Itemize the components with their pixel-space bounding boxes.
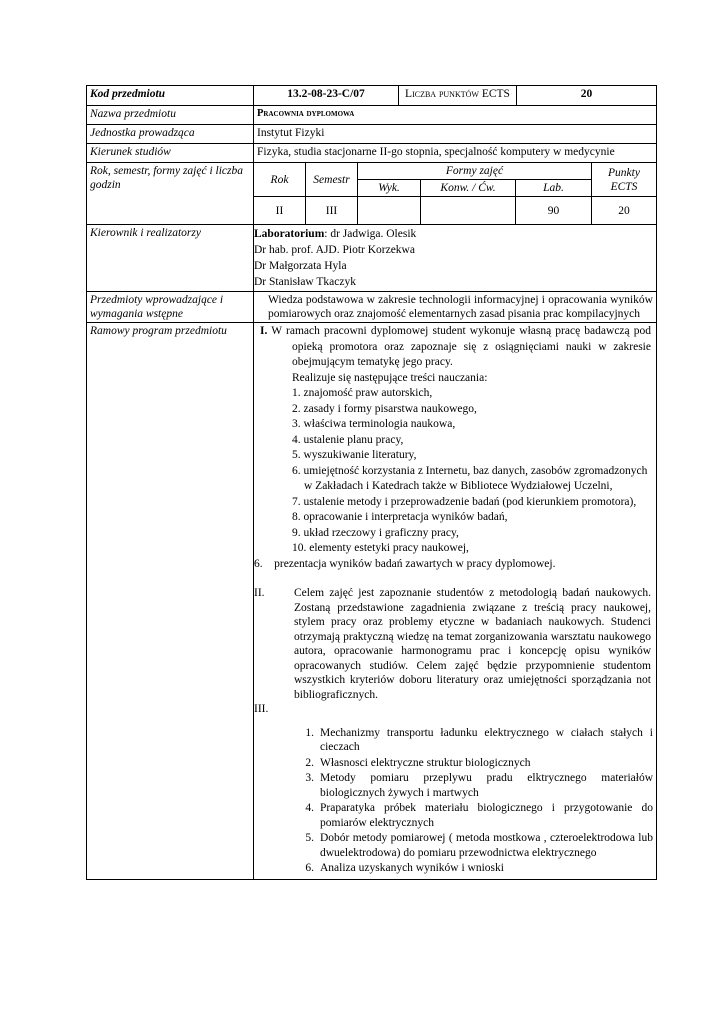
section-2-text: Celem zajęć jest zapoznanie studentów z metodologią badań naukowych. Zostaną przedstawione zagadnienia związane z treścią pracy naukowej, stylem pracy oraz problemy etyczne w badaniach naukowych. Studenci otrzymają praktyczną wiedzę na temat zorganizowania warsztatu naukowego autora, opracowanie harmonogramu prac i koncepcję opisu wyników opracowanych studiów. Celem zajęć będzie przypomnienie studentom wszystkich kryteriów doboru literatury oraz umiejętności sporządzania not bibliograficznych. bbox=[294, 587, 651, 701]
section-1-realize: Realizuje się następujące treści nauczania: bbox=[292, 371, 488, 384]
section-3-item-text: Własnosci elektryczne struktur biologicznych bbox=[320, 756, 531, 769]
section-3-item-number: 5. bbox=[305, 832, 314, 844]
val-points: 20 bbox=[592, 197, 657, 225]
section-3-item-text: Mechanizmy transportu ładunku elektrycznego w ciałach stałych i cieczach bbox=[320, 726, 653, 753]
section-3-item bbox=[294, 726, 653, 755]
col-konw: Konw. / Ćw. bbox=[421, 180, 516, 197]
col-year: Rok bbox=[254, 163, 306, 197]
val-lab: 90 bbox=[516, 197, 592, 225]
section-1-item: 3. właściwa terminologia naukowa, bbox=[292, 418, 456, 430]
year-label: Rok, semestr, formy zajęć i liczba godzin bbox=[87, 163, 254, 225]
field-value: Fizyka, studia stacjonarne II-go stopnia, specjalność komputery w medycynie bbox=[254, 144, 657, 163]
section-3-item-number: 6. bbox=[305, 862, 314, 874]
section-3-item bbox=[294, 771, 653, 800]
staff-3: Dr Małgorzata Hyla bbox=[254, 260, 347, 272]
hours-table bbox=[253, 162, 657, 225]
section-3-item-text: Analiza uzyskanych wyników i wnioski bbox=[320, 862, 504, 874]
code-value: 13.2-08-23-C/07 bbox=[254, 86, 399, 106]
section-1-item: 2. zasady i formy pisarstwa naukowego, bbox=[292, 402, 477, 415]
section-1-item: 7. ustalenie metody i przeprowadzenie badań (pod kierunkiem promotora), bbox=[292, 495, 637, 508]
staff-list bbox=[254, 225, 657, 292]
course-table bbox=[86, 85, 657, 880]
name-value: Pracownia dyplomowa bbox=[254, 106, 657, 125]
section-3-item bbox=[294, 861, 653, 876]
prereq-label: Przedmioty wprowadzające i wymagania wstępne bbox=[87, 292, 254, 323]
section-3-item bbox=[294, 831, 653, 860]
unit-label: Jednostka prowadząca bbox=[87, 125, 254, 144]
section-3-item bbox=[294, 756, 653, 771]
field-label: Kierunek studiów bbox=[87, 144, 254, 163]
section-3-item-text: Metody pomiaru przeplywu pradu elktrycznego materiałów biologicznych żywych i martwych bbox=[320, 772, 653, 799]
col-lab: Lab. bbox=[516, 180, 592, 197]
course-card bbox=[86, 85, 656, 880]
section-3-number: III. bbox=[254, 703, 269, 715]
col-points: Punkty ECTS bbox=[592, 163, 657, 197]
staff-label: Kierownik i realizatorzy bbox=[87, 225, 254, 292]
staff-4: Dr Stanisław Tkaczyk bbox=[254, 276, 356, 288]
section-3-item-number: 4. bbox=[305, 802, 314, 814]
staff-1: : dr Jadwiga. Olesik bbox=[324, 228, 417, 240]
section-1-extra-number: 6. bbox=[254, 557, 263, 570]
section-1-intro: W ramach pracowni dyplomowej student wykonuje własną pracę badawczą pod opieką promotora oraz zapoznaje się z osiągnięciami nauki w zakresie obejmującym tematykę jego pracy. bbox=[271, 325, 651, 368]
col-wyk: Wyk. bbox=[358, 180, 421, 197]
unit-value: Instytut Fizyki bbox=[254, 125, 657, 144]
section-1-item: 8. opracowanie i interpretacja wyników badań, bbox=[292, 511, 508, 523]
staff-2: Dr hab. prof. AJD. Piotr Korzekwa bbox=[254, 244, 415, 256]
section-1-item: w Zakładach i Katedrach także w Bibliotece Wydziałowej Uczelni, bbox=[304, 480, 613, 492]
program-label: Ramowy program przedmiotu bbox=[87, 323, 254, 880]
section-3-item bbox=[294, 801, 653, 830]
prereq-value: Wiedza podstawowa w zakresie technologii informacyjnej i opracowania wyników pomiarowych oraz znajomość elementarnych zasad pisania prac kompilacyjnych bbox=[254, 292, 657, 323]
section-1-number: I. bbox=[260, 325, 268, 337]
section-1-list bbox=[254, 386, 653, 557]
section-3-item-number: 1. bbox=[305, 726, 314, 739]
val-semester: III bbox=[306, 197, 358, 225]
val-year: II bbox=[254, 197, 306, 225]
code-label: Kod przedmiotu bbox=[87, 86, 254, 106]
section-3-item-number: 3. bbox=[305, 772, 314, 784]
col-semester: Semestr bbox=[306, 163, 358, 197]
ects-label: Liczba punktów ECTS bbox=[399, 86, 517, 106]
section-1-item: 5. wyszukiwanie literatury, bbox=[292, 449, 417, 461]
section-3-item-text: Dobór metody pomiarowej ( metoda mostkowa , czteroelektrodowa lub dwuelektrodowa) do pomiaru przewodnictwa elektrycznego bbox=[320, 832, 653, 859]
section-1-item: 9. układ rzeczowy i graficzny pracy, bbox=[292, 526, 459, 539]
name-label: Nazwa przedmiotu bbox=[87, 106, 254, 125]
section-1-item: 10. elementy estetyki pracy naukowej, bbox=[292, 542, 469, 554]
section-1-item: 4. ustalenie planu pracy, bbox=[292, 433, 404, 446]
section-3-list bbox=[254, 726, 653, 876]
section-1-item: 6. umiejętność korzystania z Internetu, baz danych, zasobów zgromadzonych bbox=[292, 464, 648, 477]
section-3-item-text: Praparatyka próbek materiału biologicznego i przygotowanie do pomiarów elektrycznych bbox=[320, 802, 653, 829]
ects-value: 20 bbox=[517, 86, 657, 106]
section-1-extra: prezentacja wyników badań zawartych w pracy dyplomowej. bbox=[274, 557, 556, 570]
section-2-number: II. bbox=[254, 587, 265, 599]
section-1-item: 1. znajomość praw autorskich, bbox=[292, 387, 433, 399]
section-3-item-number: 2. bbox=[305, 756, 314, 769]
col-forms: Formy zajęć bbox=[358, 163, 592, 180]
val-wyk bbox=[358, 197, 421, 225]
program-body bbox=[254, 323, 657, 880]
val-konw bbox=[421, 197, 516, 225]
hours-cell bbox=[254, 163, 657, 225]
staff-lab-label: Laboratorium bbox=[254, 228, 325, 240]
